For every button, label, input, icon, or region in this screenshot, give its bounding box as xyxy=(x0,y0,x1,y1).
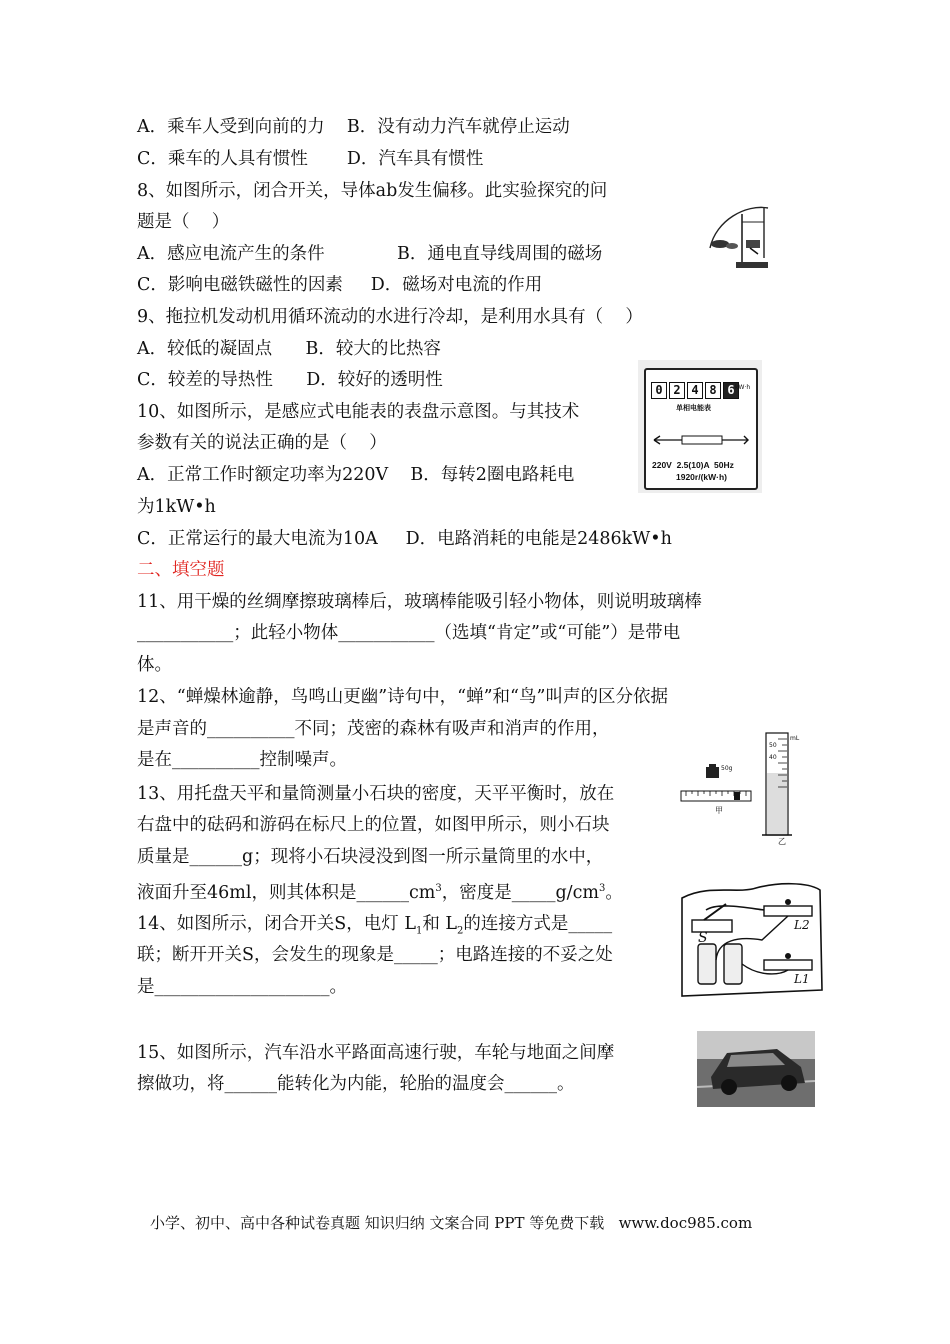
lamp-l2-label: L2 xyxy=(794,918,810,932)
meter-disk-icon xyxy=(652,432,750,448)
cylinder-unit: mL xyxy=(790,735,800,742)
option-line: A．感应电流产生的条件 B．通电直导线周围的磁场 xyxy=(137,244,603,264)
question-15: 15、如图所示，汽车沿水平路面高速行驶，车轮与地面之间摩 xyxy=(137,1043,615,1063)
question-14: 14、如图所示，闭合开关S，电灯 $L_1$和 $L_2$的连接方式是_____ xyxy=(137,914,613,937)
lamp-l1-label: L1 xyxy=(794,972,810,986)
question-13-cont: 质量是______g；现将小石块浸没到图一所示量筒里的水中， xyxy=(137,847,604,867)
meter-digits: 0 2 4 8 6 xyxy=(651,382,739,399)
meter-name: 单相电能表 xyxy=(676,404,711,412)
option-line: A．较低的凝固点 B．较大的比热容 xyxy=(137,339,441,359)
cylinder-tick: 40 xyxy=(769,754,777,761)
question-13-cont: 液面升至46ml，则其体积是$\_\_\_\_\_\_cm^3$，密度是$\_\_\_\_\_g/cm^3$。 xyxy=(137,882,623,903)
option-line: C．正常运行的最大电流为10A D．电路消耗的电能是2486kW•h xyxy=(137,529,672,549)
question-11-cont: ___________；此轻小物体___________（选填“肯定”或“可能”）是带电 xyxy=(137,623,681,643)
question-11-cont: 体。 xyxy=(137,655,172,675)
question-14-cont: 是____________________。 xyxy=(137,977,347,997)
option-line: C．影响电磁铁磁性的因素 D．磁场对电流的作用 xyxy=(137,275,543,295)
question-10-cont: 参数有关的说法正确的是（ ） xyxy=(137,433,387,453)
question-13-cont: 右盘中的砝码和游码在标尺上的位置，如图甲所示，则小石块 xyxy=(137,815,610,835)
figure-label-jia: 甲 xyxy=(715,806,723,815)
apparatus-figure xyxy=(706,200,770,276)
option-line: C．较差的导热性 D．较好的透明性 xyxy=(137,370,443,390)
question-12: 12、“蝉燥林逾静，鸟鸣山更幽”诗句中，“蝉”和“鸟”叫声的区分依据 xyxy=(137,687,668,707)
meter-unit: kW·h xyxy=(735,384,751,391)
option-line: C．乘车的人具有惯性 D．汽车具有惯性 xyxy=(137,149,484,169)
figure-label-yi: 乙 xyxy=(778,837,786,846)
question-10: 10、如图所示，是感应式电能表的表盘示意图。与其技术 xyxy=(137,402,580,422)
question-15-cont: 擦做功，将______能转化为内能，轮胎的温度会______。 xyxy=(137,1074,575,1094)
question-12-cont: 是在__________控制噪声。 xyxy=(137,750,347,770)
car-photo xyxy=(697,1031,815,1107)
weight-label: 50g xyxy=(721,765,733,772)
option-line: 为1kW•h xyxy=(137,497,216,517)
question-12-cont: 是声音的__________不同；茂密的森林有吸声和消声的作用， xyxy=(137,719,610,739)
question-14-cont: 联；断开开关S，会发生的现象是_____；电路连接的不妥之处 xyxy=(137,945,613,965)
footer-text: 小学、初中、高中各种试卷真题 知识归纳 文案合同 PPT 等免费下载 www.doc985.com xyxy=(150,1214,753,1232)
cylinder-tick: 50 xyxy=(769,742,777,749)
option-line: A．正常工作时额定功率为220V B．每转2圈电路耗电 xyxy=(137,465,575,485)
question-11: 11、用干燥的丝绸摩擦玻璃棒后，玻璃棒能吸引轻小物体，则说明玻璃棒 xyxy=(137,592,702,612)
question-13: 13、用托盘天平和量筒测量小石块的密度，天平平衡时，放在 xyxy=(137,784,615,804)
switch-label: S xyxy=(698,930,708,946)
energy-meter-figure xyxy=(638,360,762,493)
question-8-cont: 题是（ ） xyxy=(137,212,230,232)
question-9: 9、拖拉机发动机用循环流动的水进行冷却，是利用水具有（ ） xyxy=(137,307,643,327)
meter-spec: 1920r/(kW·h) xyxy=(676,472,728,482)
balance-cylinder-figure xyxy=(678,725,800,845)
question-8: 8、如图所示，闭合开关，导体ab发生偏移。此实验探究的问 xyxy=(137,181,608,201)
option-line: A．乘车人受到向前的力 B．没有动力汽车就停止运动 xyxy=(137,117,570,137)
circuit-figure xyxy=(678,880,824,998)
section-2-title: 二、填空题 xyxy=(137,560,225,580)
meter-spec: 220V 2.5(10)A 50Hz xyxy=(652,460,734,470)
